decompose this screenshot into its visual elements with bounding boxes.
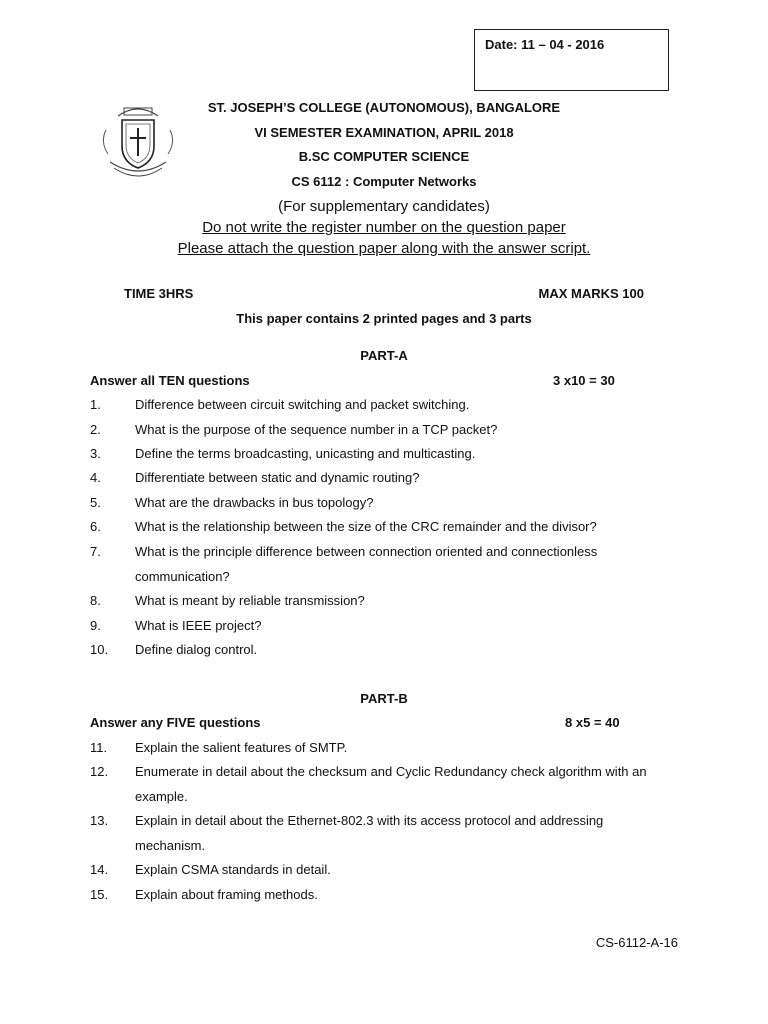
exam-date: Date: 11 – 04 - 2016 [485, 37, 605, 52]
question-text: What is IEEE project? [135, 618, 262, 633]
question-number: 10. [90, 642, 109, 657]
question-text: What is the principle difference between connection oriented and connectionless communication? [135, 544, 598, 584]
part-b-instruction: Answer any FIVE questions [90, 715, 261, 730]
question-text: Explain CSMA standards in detail. [135, 862, 331, 877]
instruction-register: Do not write the register number on the question paper [202, 219, 566, 236]
question-text: What is the relationship between the size of the CRC remainder and the divisor? [135, 519, 597, 534]
question-text: Differentiate between static and dynamic routing? [135, 470, 420, 485]
part-a-title: PART-A [360, 348, 408, 363]
course-name: B.SC COMPUTER SCIENCE [298, 149, 470, 164]
paper-code: CS-6112-A-16 [595, 935, 678, 950]
part-b-title: PART-B [360, 691, 408, 706]
part-a-marks: 3 x10 = 30 [553, 373, 615, 388]
paper-info: This paper contains 2 printed pages and 3 parts [236, 311, 532, 326]
question-text: Explain the salient features of SMTP. [135, 740, 348, 755]
exam-title: VI SEMESTER EXAMINATION, APRIL 2018 [254, 125, 514, 140]
question-number: 11. [90, 740, 108, 755]
question-text: What is the purpose of the sequence number in a TCP packet? [135, 422, 498, 437]
instruction-attach: Please attach the question paper along with the answer script. [177, 240, 591, 257]
supplementary-note: (For supplementary candidates) [278, 198, 490, 215]
date-box [474, 29, 669, 91]
question-number: 7. [90, 544, 101, 559]
part-b-marks: 8 x5 = 40 [565, 715, 620, 730]
question-number: 2. [90, 422, 101, 437]
question-text: Define dialog control. [135, 642, 258, 657]
question-text: What is meant by reliable transmission? [135, 593, 365, 608]
exam-time: TIME 3HRS [124, 286, 194, 301]
question-number: 9. [90, 618, 101, 633]
max-marks: MAX MARKS 100 [538, 286, 644, 301]
question-text: Define the terms broadcasting, unicasting and multicasting. [135, 446, 476, 461]
question-text: Difference between circuit switching and packet switching. [135, 397, 470, 412]
subject-name: CS 6112 : Computer Networks [291, 174, 477, 189]
question-number: 5. [90, 495, 101, 510]
question-number: 3. [90, 446, 101, 461]
question-text: What are the drawbacks in bus topology? [135, 495, 374, 510]
question-number: 15. [90, 887, 109, 902]
question-number: 6. [90, 519, 101, 534]
question-number: 13. [90, 813, 109, 828]
part-a-instruction: Answer all TEN questions [90, 373, 250, 388]
question-text: Explain in detail about the Ethernet-802.3 with its access protocol and addressing mechanism. [135, 813, 604, 853]
question-number: 4. [90, 470, 101, 485]
college-name: ST. JOSEPH’S COLLEGE (AUTONOMOUS), BANGALORE [207, 100, 561, 115]
question-text: Enumerate in detail about the checksum and Cyclic Redundancy check algorithm with an example. [135, 764, 647, 804]
question-number: 14. [90, 862, 109, 877]
question-number: 1. [90, 397, 101, 412]
question-number: 8. [90, 593, 101, 608]
question-number: 12. [90, 764, 109, 779]
question-text: Explain about framing methods. [135, 887, 318, 902]
